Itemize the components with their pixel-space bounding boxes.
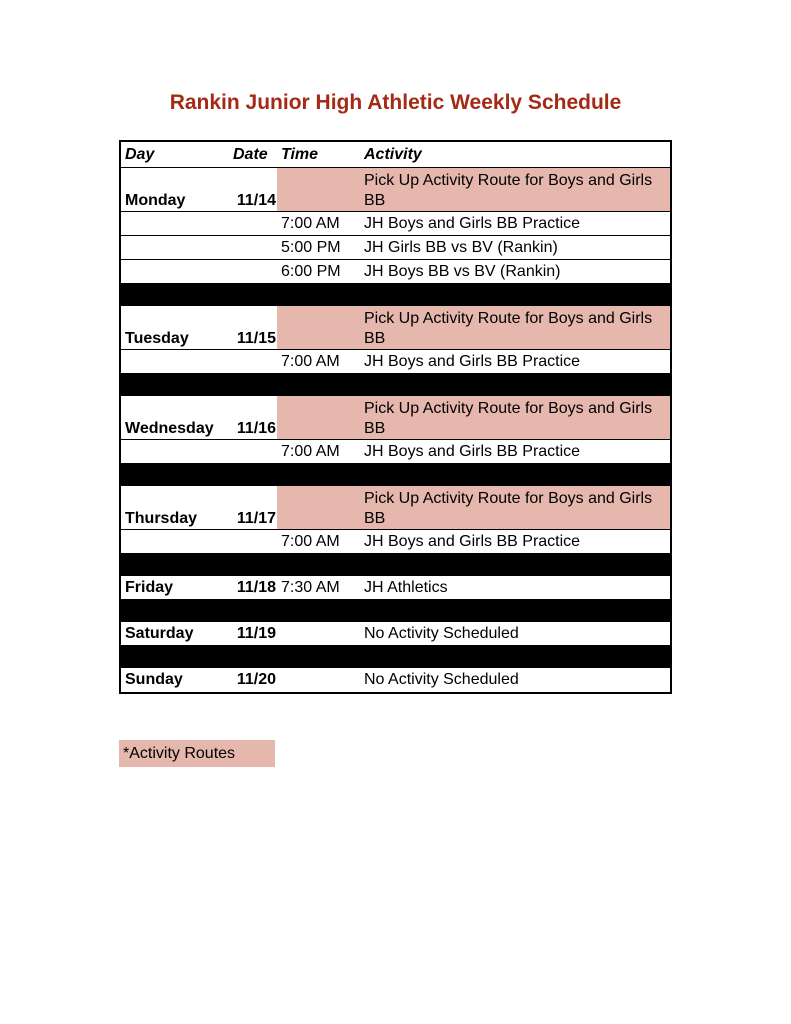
activity-cell: JH Boys and Girls BB Practice — [364, 442, 581, 460]
table-row — [121, 260, 670, 284]
day-cell — [121, 260, 227, 283]
day-cell: Thursday — [125, 510, 198, 527]
table-row — [121, 168, 670, 212]
time-cell: 7:30 AM — [281, 578, 340, 596]
activity-cell: JH Athletics — [364, 578, 448, 596]
day-cell — [121, 440, 227, 463]
time-cell — [277, 668, 362, 692]
activity-cell: Pick Up Activity Route for Boys and Girls BB — [362, 306, 670, 349]
day-cell — [121, 350, 227, 373]
table-row — [121, 236, 670, 260]
day-cell: Monday — [125, 192, 186, 209]
date-cell: 11/16 — [236, 420, 276, 437]
activity-cell: JH Boys and Girls BB Practice — [364, 214, 581, 232]
table-row — [121, 306, 670, 350]
date-cell — [227, 236, 277, 259]
date-cell: 11/20 — [236, 671, 276, 688]
header-date: Date — [233, 145, 268, 163]
time-cell — [277, 168, 362, 211]
activity-cell: JH Boys BB vs BV (Rankin) — [364, 262, 561, 280]
day-cell: Friday — [125, 578, 174, 596]
table-header-row — [121, 142, 670, 168]
page-title: Rankin Junior High Athletic Weekly Schedule — [169, 91, 622, 114]
time-cell: 7:00 AM — [281, 214, 340, 232]
table-row — [121, 350, 670, 374]
time-cell — [277, 622, 362, 645]
separator-row — [121, 284, 670, 306]
day-cell: Wednesday — [125, 420, 214, 437]
activity-cell: JH Boys and Girls BB Practice — [364, 352, 581, 370]
date-cell — [227, 260, 277, 283]
date-cell: 11/17 — [236, 510, 276, 527]
table-row — [121, 622, 670, 646]
table-row — [121, 440, 670, 464]
activity-cell: JH Girls BB vs BV (Rankin) — [364, 238, 558, 256]
date-cell — [227, 350, 277, 373]
legend-activity-routes: *Activity Routes — [119, 740, 275, 767]
day-cell — [121, 212, 227, 235]
day-cell: Saturday — [125, 624, 194, 642]
schedule-table — [119, 140, 672, 694]
date-cell: 11/19 — [236, 624, 276, 642]
day-cell: Tuesday — [125, 330, 189, 347]
time-cell: 5:00 PM — [281, 238, 341, 256]
table-row — [121, 576, 670, 600]
header-day: Day — [125, 145, 155, 163]
table-row — [121, 396, 670, 440]
date-cell — [227, 530, 277, 553]
time-cell: 7:00 AM — [281, 532, 340, 550]
table-row — [121, 530, 670, 554]
table-row — [121, 212, 670, 236]
separator-row — [121, 554, 670, 576]
time-cell — [277, 486, 362, 529]
time-cell — [277, 396, 362, 439]
activity-cell: JH Boys and Girls BB Practice — [364, 532, 581, 550]
date-cell: 11/18 — [236, 578, 276, 596]
date-cell — [227, 212, 277, 235]
day-cell — [121, 236, 227, 259]
time-cell — [277, 306, 362, 349]
date-cell: 11/15 — [236, 330, 276, 347]
activity-cell: No Activity Scheduled — [364, 671, 519, 688]
separator-row — [121, 600, 670, 622]
table-row — [121, 668, 670, 692]
separator-row — [121, 646, 670, 668]
time-cell: 7:00 AM — [281, 352, 340, 370]
activity-cell: No Activity Scheduled — [364, 624, 519, 642]
date-cell: 11/14 — [236, 192, 276, 209]
separator-row — [121, 374, 670, 396]
date-cell — [227, 440, 277, 463]
day-cell — [121, 530, 227, 553]
header-activity: Activity — [364, 145, 422, 163]
day-cell: Sunday — [125, 671, 183, 688]
separator-row — [121, 464, 670, 486]
table-row — [121, 486, 670, 530]
activity-cell: Pick Up Activity Route for Boys and Girls BB — [362, 396, 670, 439]
activity-cell: Pick Up Activity Route for Boys and Girls BB — [362, 486, 670, 529]
time-cell: 6:00 PM — [281, 262, 341, 280]
time-cell: 7:00 AM — [281, 442, 340, 460]
header-time: Time — [281, 145, 319, 163]
activity-cell: Pick Up Activity Route for Boys and Girls BB — [362, 168, 670, 211]
